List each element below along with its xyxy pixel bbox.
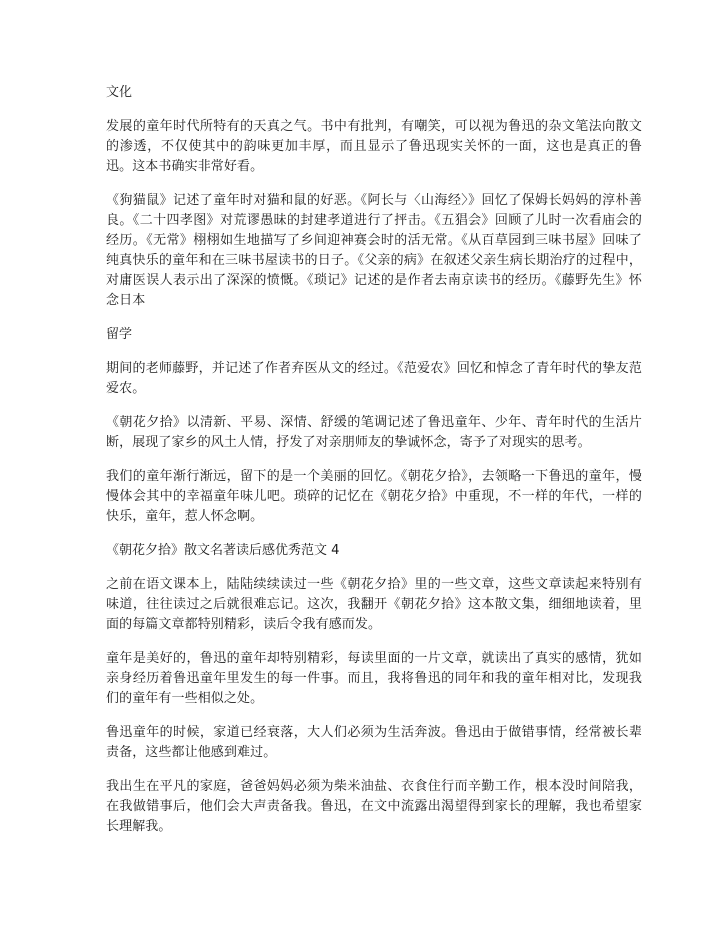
section-heading: 留学 — [106, 327, 133, 342]
paragraph: 我出生在平凡的家庭，爸爸妈妈必须为柴米油盐、衣食住行而辛勤工作，根本没时间陪我，在我做错事后，他们会大声责备我。鲁迅，在文中流露出渴望得到家长的理解，我也希望家长理解我。 — [106, 779, 642, 834]
paragraph: 鲁迅童年的时候，家道已经衰落，大人们必须为生活奔波。鲁迅由于做错事情，经常被长辈责备，这些都让他感到难过。 — [106, 725, 642, 760]
paragraph: 我们的童年渐行渐远，留下的是一个美丽的回忆。《朝花夕拾》，去领略一下鲁迅的童年，慢慢体会其中的幸福童年味儿吧。琐碎的记忆在《朝花夕拾》中重现，不一样的年代，一样的快乐，童年，惹人怀念啊。 — [106, 469, 642, 524]
paragraph: 《狗猫鼠》记述了童年时对猫和鼠的好恶。《阿长与〈山海经〉》回忆了保姆长妈妈的淳朴善良。《二十四孝图》对荒谬愚昧的封建孝道进行了抨击。《五猖会》回顾了儿时一次看庙会的经历。《无常》栩栩如生地描写了乡间迎神赛会时的活无常。《从百草园到三味书屋》回味了纯真快乐的童年和在三味书屋读书的日子。《父亲的病》在叙述父亲生病长期治疗的过程中，对庸医误人表示出了深深的愤慨。《琐记》记述的是作者去南京读书的经历。《藤野先生》怀念日本 — [106, 193, 642, 308]
paragraph: 之前在语文课本上，陆陆续续读过一些《朝花夕拾》里的一些文章，这些文章读起来特别有味道，往往读过之后就很难忘记。这次，我翻开《朝花夕拾》这本散文集，细细地读着，里面的每篇文章都特别精彩，读后令我有感而发。 — [106, 577, 642, 632]
paragraph: 童年是美好的，鲁迅的童年却特别精彩，每读里面的一片文章，就读出了真实的感情，犹如亲身经历着鲁迅童年里发生的每一件事。而且，我将鲁迅的同年和我的童年相对比，发现我们的童年有一些相似之处。 — [106, 651, 642, 706]
essay-title: 《朝花夕拾》散文名著读后感优秀范文 4 — [106, 543, 340, 558]
paragraph: 发展的童年时代所特有的天真之气。书中有批判，有嘲笑，可以视为鲁迅的杂文笔法向散文的渗透，不仅使其中的韵味更加丰厚，而且显示了鲁迅现实关怀的一面，这也是真正的鲁迅。这本书确实非常好看。 — [106, 119, 642, 174]
paragraph: 期间的老师藤野，并记述了作者弃医从文的经过。《范爱农》回忆和悼念了青年时代的挚友范爱农。 — [106, 361, 642, 396]
section-heading: 文化 — [106, 85, 133, 100]
paragraph: 《朝花夕拾》以清新、平易、深情、舒缓的笔调记述了鲁迅童年、少年、青年时代的生活片断，展现了家乡的风土人情，抒发了对亲朋师友的挚诚怀念，寄予了对现实的思考。 — [106, 415, 642, 450]
document-page — [106, 83, 642, 851]
